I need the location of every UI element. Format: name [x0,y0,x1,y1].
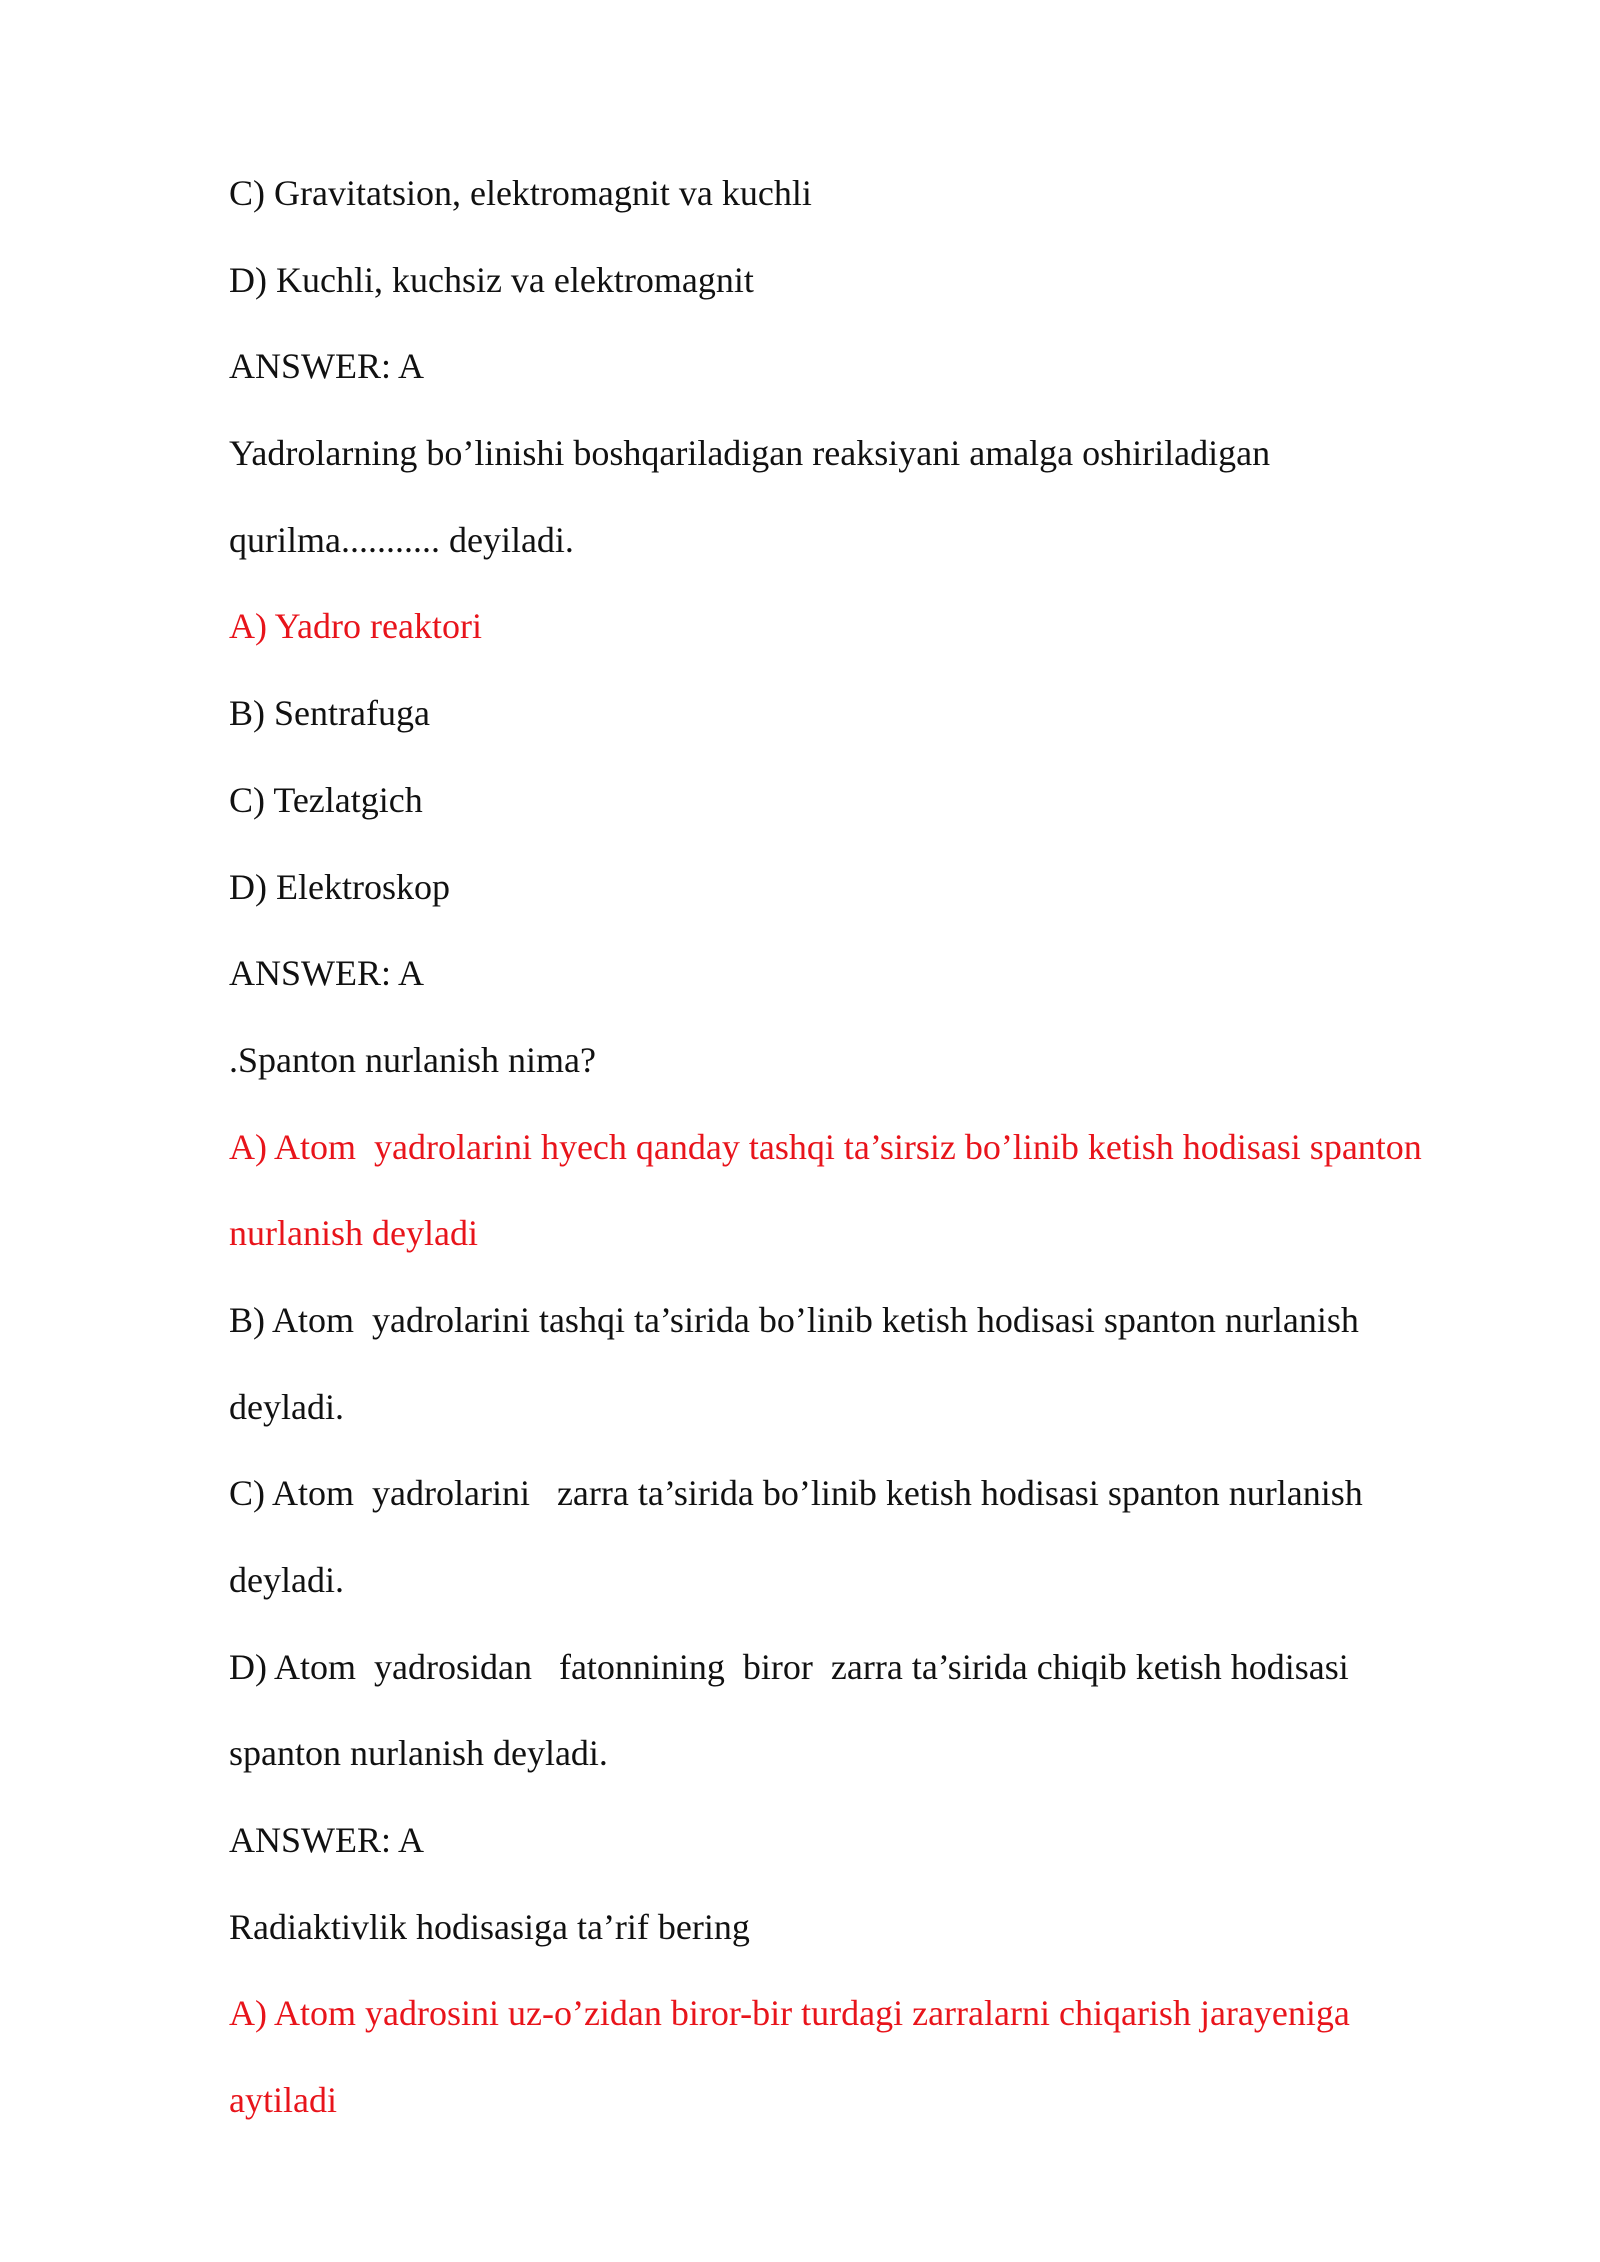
correct-option-line: A) Yadro reaktori [229,606,482,647]
option-d-line: D) Elektroskop [229,866,450,907]
correct-option-line: nurlanish deyladi [229,1213,478,1254]
question-line: Yadrolarning bo’linishi boshqariladigan reaksiyani amalga oshiriladigan [229,433,1271,474]
option-c-line: deyladi. [229,1560,344,1600]
question-line: qurilma........... deyiladi. [229,519,574,560]
option-b-line: B) Atom yadrolarini tashqi ta’sirida bo’linib ketish hodisasi spanton nurlanish [229,1299,1359,1340]
option-d-line: D) Atom yadrosidan fatonnining biror zarra ta’sirida chiqib ketish hodisasi [229,1646,1349,1687]
option-c-line: C) Tezlatgich [229,779,423,820]
option-d-line: spanton nurlanish deyladi. [229,1733,608,1774]
correct-option-line: A) Atom yadrosini uz-o’zidan biror-bir turdagi zarralarni chiqarish jarayeniga [229,1993,1350,2034]
option-c-line: C) Gravitatsion, elektromagnit va kuchli [229,173,812,213]
correct-option-line: aytiladi [229,2080,337,2121]
option-b-line: deyladi. [229,1386,344,1427]
question-line: .Spanton nurlanish nima? [229,1039,596,1080]
document-page [229,150,1509,2144]
option-b-line: B) Sentrafuga [229,693,430,734]
option-c-line: C) Atom yadrolarini zarra ta’sirida bo’linib ketish hodisasi spanton nurlanish [229,1473,1363,1514]
question-line: Radiaktivlik hodisasiga ta’rif bering [229,1906,750,1947]
correct-option-line: A) Atom yadrolarini hyech qanday tashqi ta’sirsiz bo’linib ketish hodisasi spanton [229,1126,1422,1167]
answer-line: ANSWER: A [229,1820,425,1861]
answer-line: ANSWER: A [229,953,425,994]
answer-line: ANSWER: A [229,346,425,387]
option-d-line: D) Kuchli, kuchsiz va elektromagnit [229,259,754,300]
